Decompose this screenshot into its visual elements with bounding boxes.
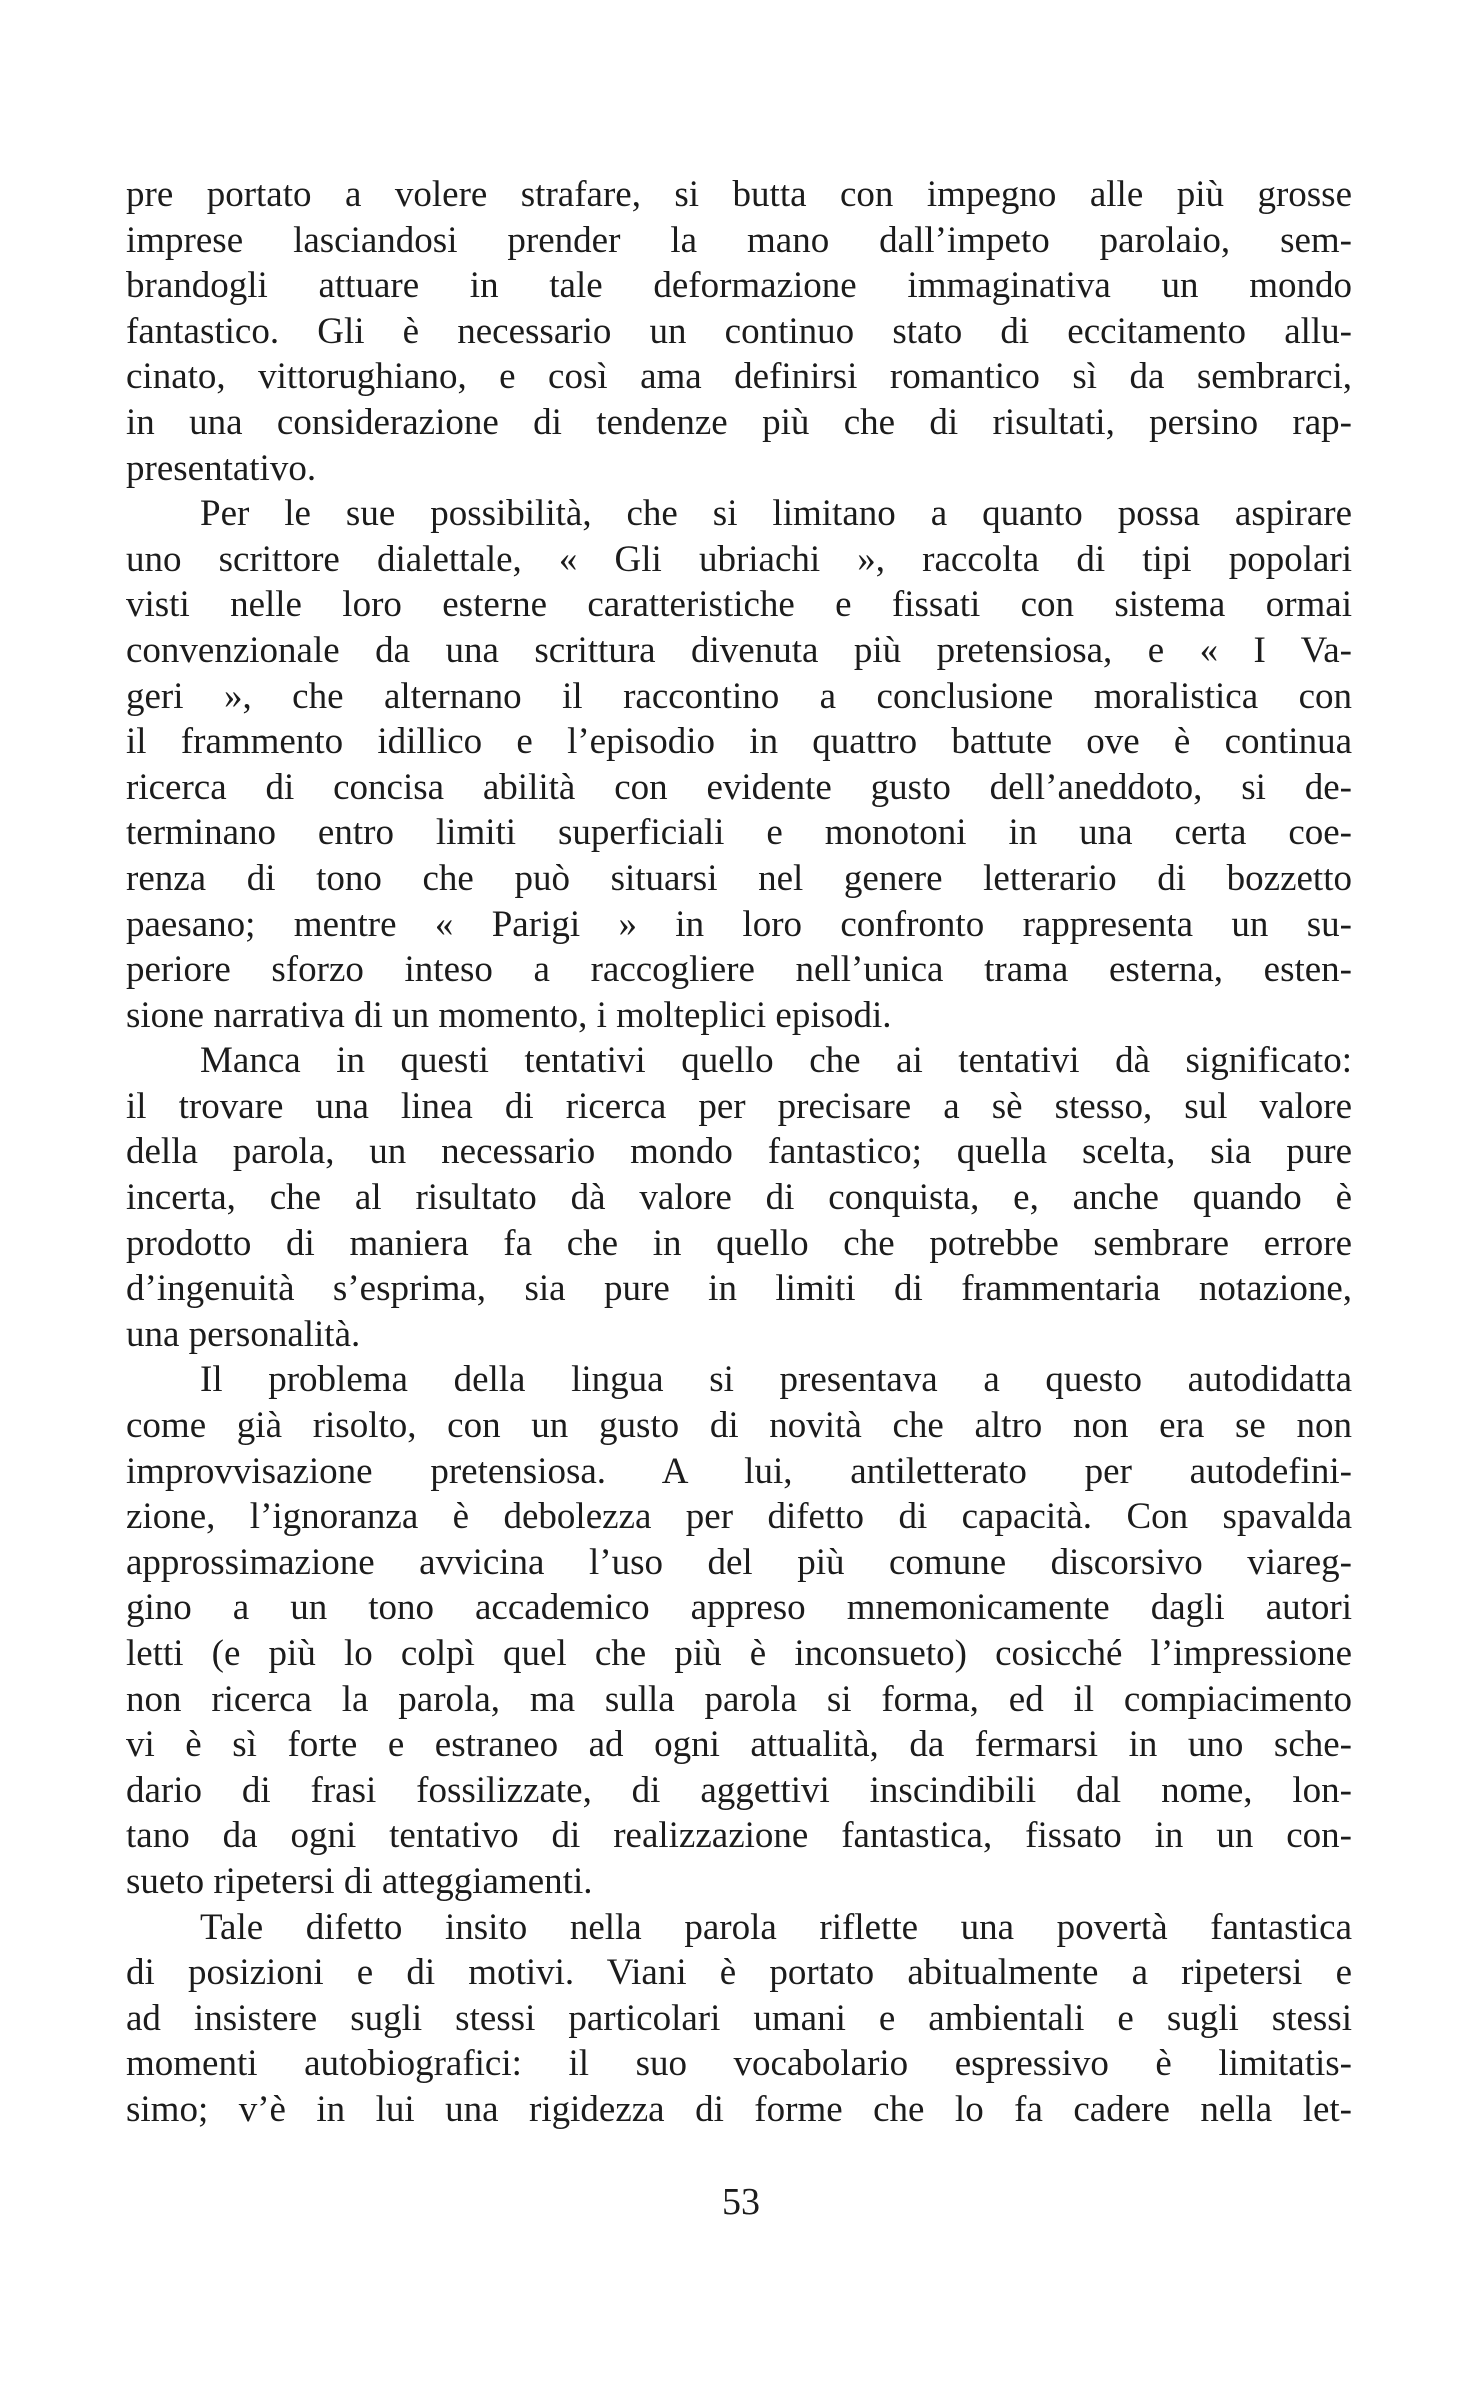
text-line: renza di tono che può situarsi nel genere letterario di bozzetto <box>126 857 1352 899</box>
text-line: d’ingenuità s’esprima, sia pure in limiti di frammentaria notazione, <box>126 1268 1352 1310</box>
text-line: improvvisazione pretensiosa. A lui, antiletterato per autodefini- <box>126 1450 1352 1492</box>
text-line: visti nelle loro esterne caratteristiche e fissati con sistema ormai <box>126 584 1352 626</box>
text-line: presentativo. <box>126 447 317 489</box>
text-line: imprese lasciandosi prender la mano dall’impeto parolaio, sem- <box>126 219 1352 261</box>
text-line: geri », che alternano il raccontino a conclusione moralistica con <box>126 675 1352 717</box>
text-line: approssimazione avvicina l’uso del più comune discorsivo viareg- <box>126 1541 1352 1583</box>
text-line: letti (e più lo colpì quel che più è inconsueto) cosicché l’impressione <box>126 1633 1352 1674</box>
text-line: una personalità. <box>126 1313 361 1355</box>
text-line: Il problema della lingua si presentava a questo autodidatta <box>200 1359 1352 1401</box>
text-line: come già risolto, con un gusto di novità che altro non era se non <box>126 1405 1352 1447</box>
text-line: di posizioni e di motivi. Viani è portato abitualmente a ripetersi e <box>126 1952 1352 1994</box>
text-line: Manca in questi tentativi quello che ai tentativi dà significato: <box>200 1040 1352 1082</box>
text-line: momenti autobiografici: il suo vocabolario espressivo è limitatis- <box>126 2043 1352 2085</box>
text-line: non ricerca la parola, ma sulla parola si forma, ed il compiacimento <box>126 1678 1352 1720</box>
text-line: ad insistere sugli stessi particolari umani e ambientali e sugli stessi <box>126 1997 1352 2039</box>
body-text <box>126 172 1352 2133</box>
text-line: dario di frasi fossilizzate, di aggettivi inscindibili dal nome, lon- <box>126 1769 1352 1811</box>
text-line: tano da ogni tentativo di realizzazione fantastica, fissato in un con- <box>126 1815 1352 1857</box>
text-line: incerta, che al risultato dà valore di conquista, e, anche quando è <box>126 1177 1352 1219</box>
text-line: prodotto di maniera fa che in quello che potrebbe sembrare errore <box>126 1222 1352 1264</box>
text-line: paesano; mentre « Parigi » in loro confronto rappresenta un su- <box>126 903 1352 945</box>
text-line: ricerca di concisa abilità con evidente gusto dell’aneddoto, si de- <box>126 766 1352 808</box>
text-line: pre portato a volere strafare, si butta con impegno alle più grosse <box>126 174 1352 215</box>
text-line: Tale difetto insito nella parola riflette una povertà fantastica <box>200 1906 1352 1948</box>
text-line: terminano entro limiti superficiali e monotoni in una certa coe- <box>126 812 1352 854</box>
text-line: in una considerazione di tendenze più che di risultati, persino rap- <box>126 401 1352 443</box>
text-line: gino a un tono accademico appreso mnemonicamente dagli autori <box>126 1587 1352 1629</box>
text-line: brandogli attuare in tale deformazione immaginativa un mondo <box>126 265 1352 307</box>
text-line: convenzionale da una scrittura divenuta più pretensiosa, e « I Va- <box>126 629 1352 671</box>
text-line: cinato, vittorughiano, e così ama definirsi romantico sì da sembrarci, <box>126 356 1352 398</box>
text-line: zione, l’ignoranza è debolezza per difetto di capacità. Con spavalda <box>126 1496 1352 1538</box>
text-line: uno scrittore dialettale, « Gli ubriachi », raccolta di tipi popolari <box>126 538 1352 580</box>
text-line: il frammento idillico e l’episodio in quattro battute ove è continua <box>126 721 1352 763</box>
text-line: simo; v’è in lui una rigidezza di forme che lo fa cadere nella let- <box>126 2088 1352 2130</box>
text-line: vi è sì forte e estraneo ad ogni attualità, da fermarsi in uno sche- <box>126 1724 1352 1766</box>
text-line: Per le sue possibilità, che si limitano a quanto possa aspirare <box>200 493 1352 535</box>
text-line: della parola, un necessario mondo fantastico; quella scelta, sia pure <box>126 1131 1352 1173</box>
text-line: sueto ripetersi di atteggiamenti. <box>126 1860 593 1902</box>
text-line: sione narrativa di un momento, i molteplici episodi. <box>126 994 892 1036</box>
text-line: il trovare una linea di ricerca per precisare a sè stesso, sul valore <box>126 1085 1352 1127</box>
page-number: 53 <box>722 2181 760 2223</box>
text-line: periore sforzo inteso a raccogliere nell’unica trama esterna, esten- <box>126 949 1352 991</box>
text-line: fantastico. Gli è necessario un continuo stato di eccitamento allu- <box>126 310 1352 352</box>
